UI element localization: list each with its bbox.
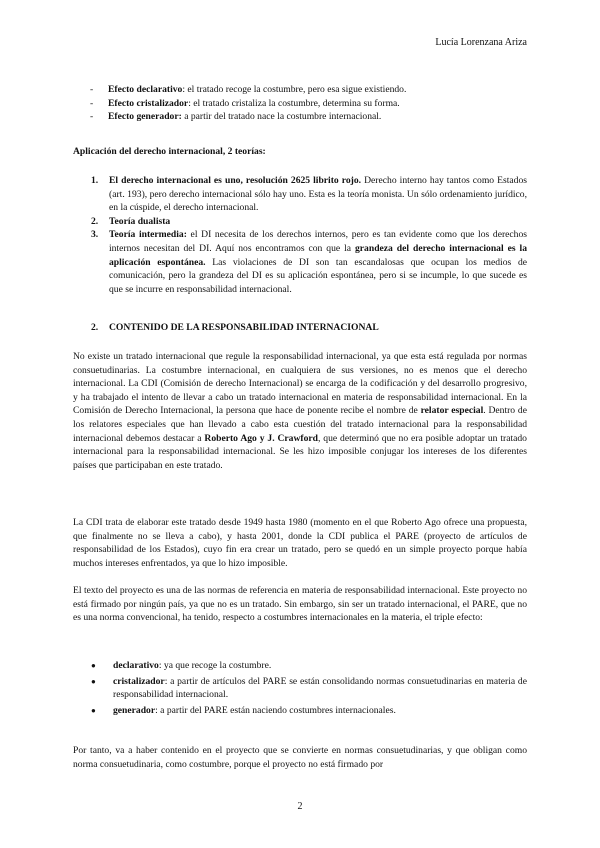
page-header-author: Lucía Lorenzana Ariza bbox=[435, 37, 527, 48]
term: declarativo bbox=[113, 660, 159, 671]
term-generador: Efecto generador: bbox=[108, 111, 182, 123]
theories-heading: Aplicación del derecho internacional, 2 teorías: bbox=[73, 146, 266, 157]
bold-term: Roberto Ago y J. Crawford bbox=[204, 432, 318, 444]
list-item bbox=[91, 704, 527, 718]
list-item bbox=[91, 228, 527, 296]
list-item bbox=[91, 659, 527, 673]
theories-list bbox=[91, 174, 527, 296]
paragraph: Por tanto, va a haber contenido en el proyecto que se convierte en normas consuetudinarias, y que obligan como norma consuetudinaria, como costumbre, porque el proyecto no está firmado por bbox=[73, 745, 527, 770]
item-number: 3. bbox=[91, 229, 99, 241]
item-number: 2. bbox=[91, 215, 99, 227]
section-number: 2. bbox=[91, 322, 99, 333]
item-bold-text: Teoría dualista bbox=[109, 215, 171, 227]
triple-effect-list bbox=[91, 659, 527, 719]
item-bold-text: Teoría intermedia: bbox=[109, 229, 187, 241]
item-text: el DI necesita de los derechos internos, pero es tan evidente como que los derechos internos necesitan del DI. Aquí nos encontramos con que la bbox=[109, 229, 527, 255]
item-number: 1. bbox=[91, 175, 99, 186]
list-item bbox=[91, 174, 527, 215]
item-text: Las violaciones de DI son tan escandalosas que ocupan los medios de comunicación, pero la grandeza del DI es su aplicación espontánea, pero si se incumple, lo que sucede es que se incurre en responsabilidad internacional. bbox=[109, 256, 528, 295]
term-declarativo: Efecto declarativo bbox=[108, 84, 183, 95]
paragraph-text: . Dentro de los relatores especiales que han llevado a cabo esta cuestión del tratado internacional para la responsabilidad internacional debemos destacar a bbox=[73, 405, 527, 444]
item-bold-text: El derecho internacional es uno, resolución 2625 librito rojo. bbox=[109, 175, 362, 186]
term-cristalizador: Efecto cristalizador bbox=[108, 97, 189, 109]
effects-list bbox=[90, 83, 530, 124]
list-item bbox=[90, 110, 530, 124]
item-bold-text: grandeza del derecho internacional es la aplicación espontánea. bbox=[109, 243, 527, 268]
paragraph bbox=[73, 350, 527, 472]
list-item bbox=[91, 215, 527, 229]
item-text: : ya que recoge la costumbre. bbox=[158, 660, 272, 671]
bold-term: relator especial bbox=[420, 405, 484, 417]
term: cristalizador bbox=[113, 675, 165, 687]
item-text: : el tratado cristaliza la costumbre, determina su forma. bbox=[188, 97, 400, 109]
list-item bbox=[91, 675, 527, 702]
paragraph: La CDI trata de elaborar este tratado desde 1949 hasta 1980 (momento en el que Roberto Ago ofrece una propuesta, que finalmente no se lleva a cabo), y hasta 2001, donde la CDI publica el PARE (proyecto de artículos de responsabilidad de los Estados), cuyo fin era crear un tratado, pero se quedó en un simple proyecto porque había muchos intereses enfrentados, ya que lo hizo imposible. bbox=[73, 517, 527, 569]
item-text: a partir del tratado nace la costumbre internacional. bbox=[181, 111, 382, 123]
item-text: : a partir de artículos del PARE se están consolidando normas consuetudinarias en materia de responsabilidad internacional. bbox=[113, 675, 527, 701]
item-text: : a partir del PARE están naciendo costumbres internacionales. bbox=[155, 704, 396, 716]
item-text: Derecho interno hay tantos como Estados (art. 193), pero derecho internacional sólo hay uno. Esta es la teoría monista. Un sólo ordenamiento jurídico, en la cúspide, el derecho internacional. bbox=[109, 175, 528, 214]
section-title: CONTENIDO DE LA RESPONSABILIDAD INTERNACIONAL bbox=[109, 322, 379, 333]
term: generador bbox=[113, 704, 156, 716]
page-number: 2 bbox=[297, 801, 303, 812]
list-item bbox=[90, 97, 530, 111]
section-heading bbox=[91, 321, 379, 335]
paragraph-text: , que determinó que no era posible adoptar un tratado internacional para la responsabilidad internacional. Se les hizo imposible conjugar los intereses de los diferentes países que participaban en este tratado. bbox=[73, 432, 527, 471]
paragraph-text: No existe un tratado internacional que regule la responsabilidad internacional, ya que esta está regulada por normas consuetudinarias. La costumbre internacional, en cualquiera de sus versiones, no es menos que el derecho internacional. La CDI (Comisión de derecho Internacional) se encarga de la codificación y del desarrollo progresivo, y ha trabajado el intento de llevar a cabo un tratado internacional en materia de responsabilidad internacional. En la Comisión de Derecho Internacional, la persona que hace de ponente recibe el nombre de bbox=[73, 351, 527, 417]
item-text: : el tratado recoge la costumbre, pero esa sigue existiendo. bbox=[182, 84, 407, 95]
list-item bbox=[90, 83, 530, 97]
paragraph: El texto del proyecto es una de las normas de referencia en materia de responsabilidad internacional. Este proyecto no está firmado por ningún país, ya que no es un tratado. Sin embargo, sin ser un tratado internacional, el PARE, que no es una norma convencional, ha tenido, respecto a costumbres internacionales en la materia, el triple efecto: bbox=[73, 585, 527, 624]
